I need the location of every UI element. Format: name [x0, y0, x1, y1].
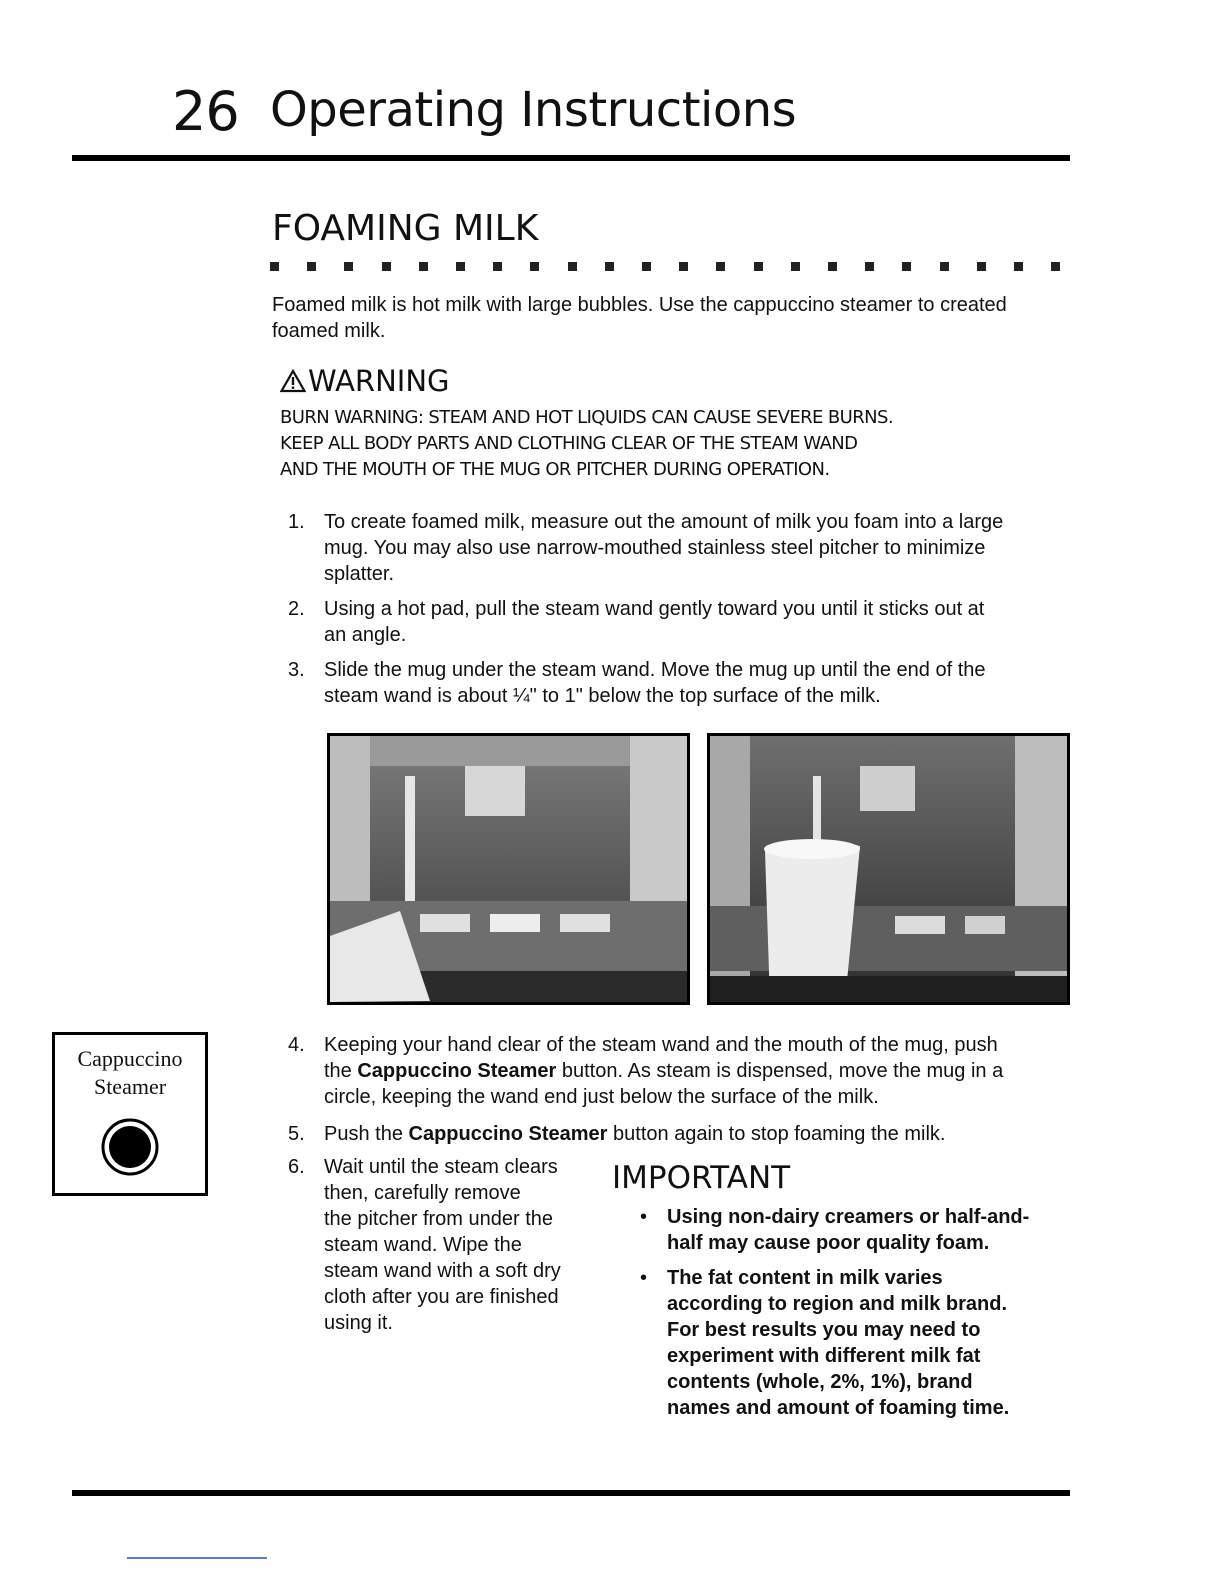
divider-square — [605, 262, 614, 271]
step-line: then, carefully remove — [324, 1182, 521, 1204]
divider-square — [865, 262, 874, 271]
divider-square — [1051, 262, 1060, 271]
step-text — [324, 596, 984, 648]
step-line — [324, 1121, 945, 1147]
step-number: 2. — [288, 598, 305, 620]
step-line: an angle. — [324, 624, 407, 646]
divider-square — [791, 262, 800, 271]
step-line — [324, 1058, 1003, 1084]
important-line: For best results you may need to — [667, 1319, 981, 1341]
important-text — [667, 1204, 1029, 1256]
divider-square — [493, 262, 502, 271]
important-line: The fat content in milk varies — [667, 1267, 943, 1289]
divider-square — [568, 262, 577, 271]
warning-text — [280, 405, 893, 483]
divider-square — [940, 262, 949, 271]
round-button-icon — [100, 1117, 160, 1177]
important-heading: IMPORTANT — [612, 1160, 791, 1196]
step-line: mug. You may also use narrow-mouthed stainless steel pitcher to minimize — [324, 537, 986, 559]
important-text — [667, 1265, 1009, 1421]
button-name-emphasis: Cappuccino Steamer — [357, 1060, 557, 1082]
steam-wand-photo-2 — [707, 733, 1070, 1005]
step-text-run: button. As steam is dispensed, move the mug in a — [556, 1060, 1004, 1082]
divider-square — [419, 262, 428, 271]
step-text — [324, 1032, 1003, 1110]
important-line: contents (whole, 2%, 1%), brand — [667, 1371, 973, 1393]
step-text — [324, 657, 986, 709]
step-number: 6. — [288, 1156, 305, 1178]
step-line: steam wand is about ¼" to 1" below the top surface of the milk. — [324, 685, 881, 707]
step-text — [324, 1121, 945, 1147]
divider-square — [902, 262, 911, 271]
divider-square — [307, 262, 316, 271]
step-line: Slide the mug under the steam wand. Move the mug up until the end of the — [324, 659, 986, 681]
footer-link-underline — [127, 1557, 267, 1559]
intro-paragraph: Foamed milk is hot milk with large bubbles. Use the cappuccino steamer to created foamed milk. — [272, 294, 1007, 342]
warning-line: AND THE MOUTH OF THE MUG OR PITCHER DURING OPERATION. — [280, 459, 830, 480]
page-number: 26 — [172, 80, 239, 143]
divider-square — [344, 262, 353, 271]
warning-line: KEEP ALL BODY PARTS AND CLOTHING CLEAR OF THE STEAM WAND — [280, 433, 858, 454]
important-line: half may cause poor quality foam. — [667, 1232, 990, 1254]
important-line: names and amount of foaming time. — [667, 1397, 1010, 1419]
important-line: experiment with different milk fat — [667, 1345, 981, 1367]
step-line: circle, keeping the wand end just below the surface of the milk. — [324, 1086, 879, 1108]
steam-wand-photo-1 — [327, 733, 690, 1005]
warning-triangle-icon — [280, 369, 306, 393]
warning-title: WARNING — [308, 364, 450, 398]
divider-square — [754, 262, 763, 271]
important-line: Using non-dairy creamers or half-and- — [667, 1206, 1030, 1228]
step-line: the pitcher from under the — [324, 1208, 554, 1230]
step-line: using it. — [324, 1312, 393, 1334]
step-text-run: the — [324, 1060, 358, 1082]
divider-square — [382, 262, 391, 271]
step-line: splatter. — [324, 563, 395, 585]
header-rule — [72, 155, 1070, 161]
step-number: 3. — [288, 659, 305, 681]
divider-square — [828, 262, 837, 271]
button-panel-label-line1: Cappuccino — [77, 1046, 183, 1071]
divider-square — [679, 262, 688, 271]
step-line: steam wand. Wipe the — [324, 1234, 522, 1256]
button-name-emphasis: Cappuccino Steamer — [408, 1123, 608, 1145]
cappuccino-steamer-button-panel — [52, 1032, 208, 1196]
step-number: 4. — [288, 1034, 305, 1056]
step-text-run: Push the — [324, 1123, 409, 1145]
step-line: Using a hot pad, pull the steam wand gently toward you until it sticks out at — [324, 598, 985, 620]
step-line: steam wand with a soft dry — [324, 1260, 561, 1282]
bullet: • — [640, 1206, 648, 1228]
divider-square — [977, 262, 986, 271]
divider-square — [530, 262, 539, 271]
step-number: 5. — [288, 1123, 305, 1145]
divider-square — [456, 262, 465, 271]
important-line: according to region and milk brand. — [667, 1293, 1008, 1315]
page-title: Operating Instructions — [270, 82, 797, 138]
divider-square — [270, 262, 279, 271]
step-line: To create foamed milk, measure out the amount of milk you foam into a large — [324, 511, 1004, 533]
step-text — [324, 509, 1003, 587]
bullet: • — [640, 1267, 648, 1289]
step-text-run: button again to stop foaming the milk. — [607, 1123, 946, 1145]
step-number: 1. — [288, 511, 305, 533]
section-title: FOAMING MILK — [272, 208, 539, 249]
footer-rule — [72, 1490, 1070, 1496]
warning-line: BURN WARNING: STEAM AND HOT LIQUIDS CAN CAUSE SEVERE BURNS. — [280, 407, 893, 428]
divider-square — [716, 262, 725, 271]
step-line: Keeping your hand clear of the steam wand and the mouth of the mug, push — [324, 1034, 998, 1056]
step-line: Wait until the steam clears — [324, 1156, 558, 1178]
button-panel-label-line2: Steamer — [93, 1074, 167, 1099]
divider-square — [642, 262, 651, 271]
warning-heading — [280, 364, 450, 398]
dotted-divider — [262, 262, 1074, 272]
step-text — [324, 1154, 561, 1336]
step-line: cloth after you are finished — [324, 1286, 559, 1308]
divider-square — [1014, 262, 1023, 271]
